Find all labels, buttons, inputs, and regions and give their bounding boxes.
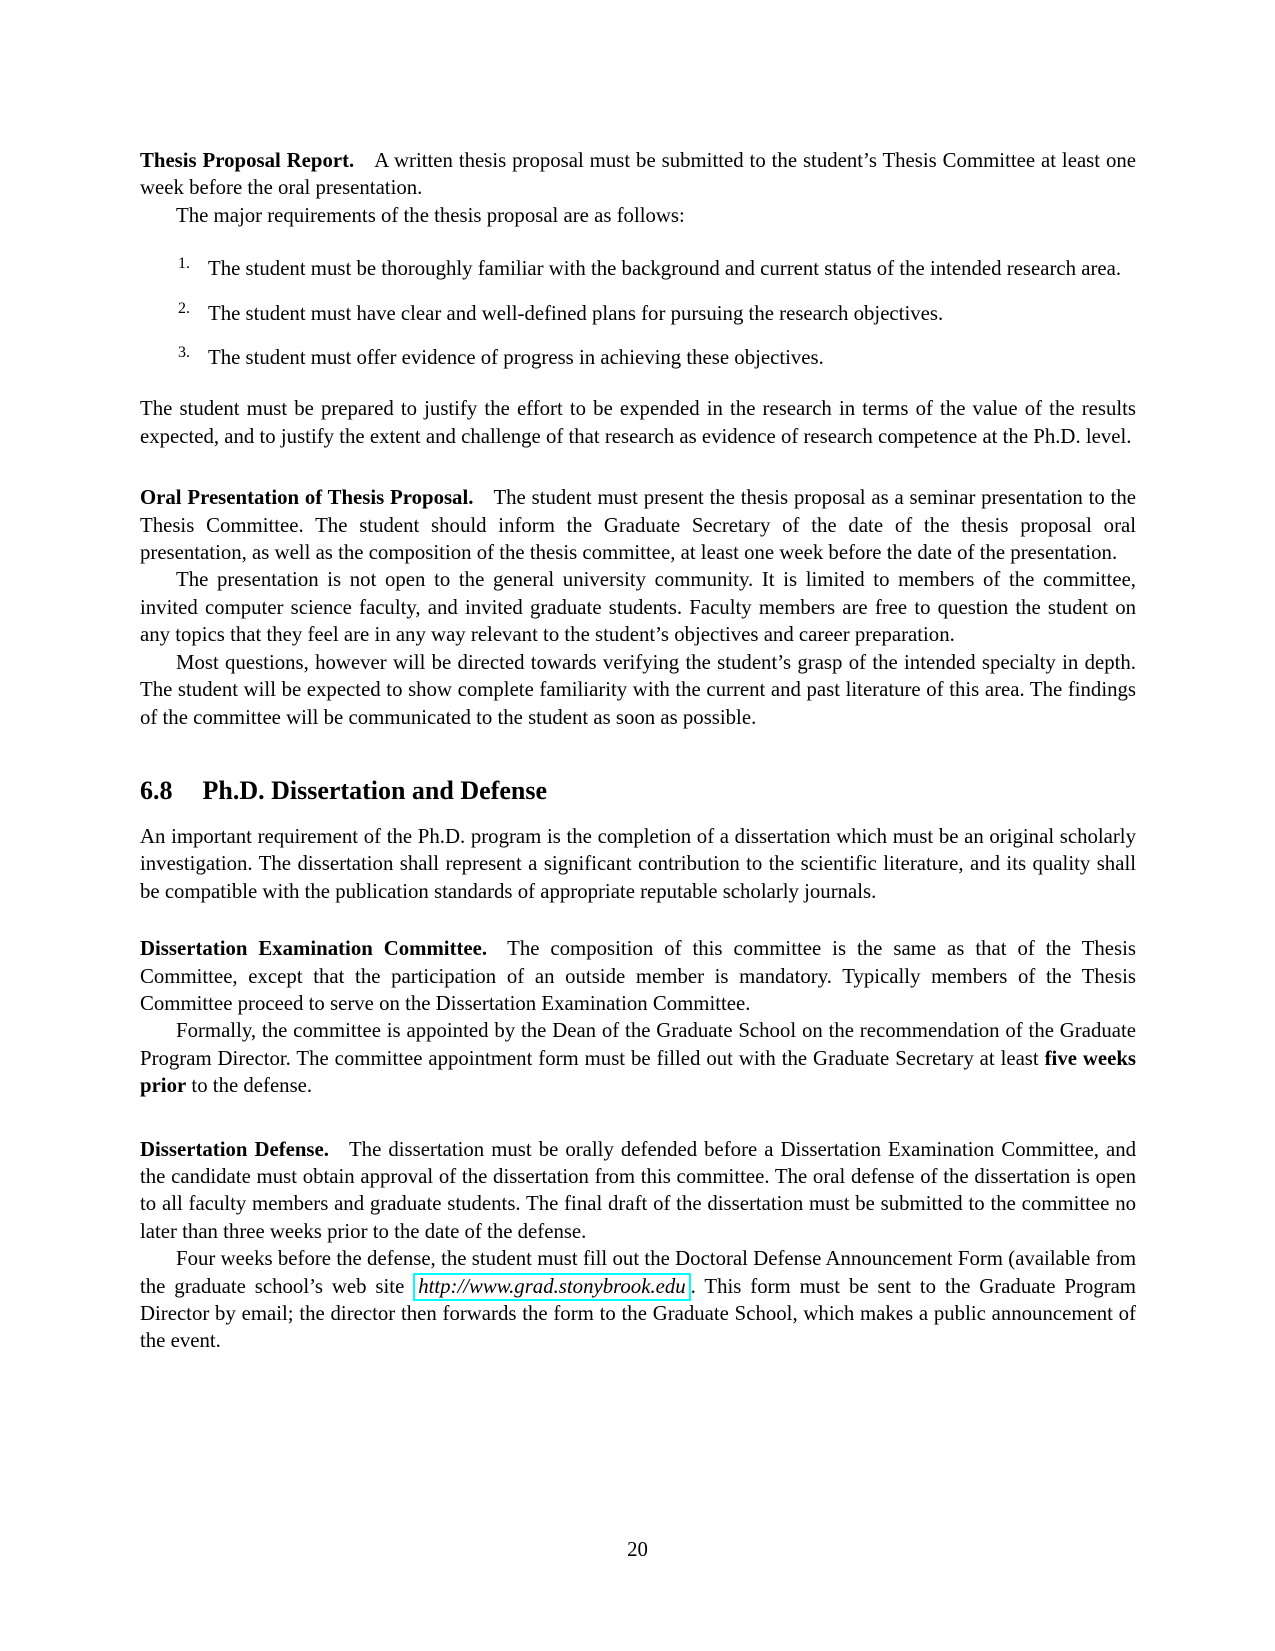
paragraph-four-weeks bbox=[140, 1245, 1136, 1355]
paragraph-justification: The student must be prepared to justify the effort to be expended in the research in terms of the value of the results expected, and to justify the extent and challenge of that research as evidence of research competence at the Ph.D. level. bbox=[140, 397, 1136, 448]
paragraph-body-text: A written thesis proposal must be submitted to the student’s Thesis Committee at least one week before the oral presentation. bbox=[140, 149, 1136, 200]
section-title: Ph.D. Dissertation and Defense bbox=[202, 775, 547, 805]
paragraph-body-text: The composition of this committee is the same as that of the Thesis Committee, except that the participation of an outside member is mandatory. Typically members of the Thesis Committee proceed to serve on the Dissertation Examination Committee. bbox=[140, 937, 1137, 1015]
paragraph-oral-presentation bbox=[140, 484, 1136, 566]
doctoral-defense-form-link[interactable]: http://www.grad.stonybrook.edu bbox=[413, 1273, 690, 1301]
paragraph-thesis-proposal-report bbox=[140, 147, 1136, 202]
page-number: 20 bbox=[627, 1538, 648, 1561]
run-in-heading-thesis-proposal-report: Thesis Proposal Report. bbox=[140, 149, 355, 172]
run-in-heading-oral-presentation: Oral Presentation of Thesis Proposal. bbox=[140, 486, 474, 510]
paragraph-body-text: The student must present the thesis proposal as a seminar presentation to the Thesis Committee. The student should inform the Graduate Secretary of the date of the thesis proposal oral presentation, as well as the composition of the thesis committee, at least one week before the date of the presentation. bbox=[140, 486, 1137, 565]
paragraph-body-text: . This form must be sent to the Graduate Program Director by email; the director then forwards the form to the Graduate School, which makes a public announcement of the event. bbox=[140, 1274, 1136, 1353]
list-item bbox=[140, 344, 1136, 371]
paragraph-dissertation-intro: An important requirement of the Ph.D. program is the completion of a dissertation which must be an original scholarly investigation. The dissertation shall represent a significant contribution to the scientific literature, and its quality shall be compatible with the publication standards of appropriate reputable scholarly journals. bbox=[140, 824, 1136, 903]
list-item-number: 3. bbox=[178, 344, 190, 362]
section-heading-phd-dissertation-and-defense bbox=[140, 775, 1136, 807]
paragraph-body-text: Formally, the committee is appointed by the Dean of the Graduate School on the recommendation of the Graduate Program Director. The committee appointment form must be filled out with the Graduate Secretary at least bbox=[140, 1019, 1136, 1070]
paragraph-most-questions: Most questions, however will be directed towards verifying the student’s grasp of the intended specialty in depth. The student will be expected to show complete familiarity with the current and past literature of this area. The findings of the committee will be communicated to the student as soon as possible. bbox=[140, 650, 1136, 729]
paragraph-body-text: The dissertation must be orally defended before a Dissertation Examination Committee, and the candidate must obtain approval of the dissertation from this committee. The oral defense of the dissertation is open to all faculty members and graduate students. The final draft of the dissertation must be submitted to the committee no later than three weeks prior to the date of the defense. bbox=[140, 1137, 1136, 1243]
bold-five-weeks-prior: five weeks prior bbox=[140, 1046, 1137, 1098]
run-in-heading-exam-committee: Dissertation Examination Committee. bbox=[140, 937, 488, 961]
list-item-text: The student must have clear and well-defined plans for pursuing the research objectives. bbox=[208, 301, 944, 325]
paragraph-presentation-not-open: The presentation is not open to the general university community. It is limited to members of the committee, invited computer science faculty, and invited graduate students. Faculty members are free to question the student on any topics that they feel are in any way relevant to the student’s objectives and career preparation. bbox=[140, 568, 1136, 647]
list-item-number: 1. bbox=[178, 255, 190, 273]
paragraph-formally bbox=[140, 1017, 1136, 1099]
run-in-heading-dissertation-defense: Dissertation Defense. bbox=[140, 1137, 329, 1161]
document-text-column bbox=[140, 147, 1136, 1355]
list-item-text: The student must offer evidence of progress in achieving these objectives. bbox=[208, 346, 824, 370]
list-item-number: 2. bbox=[178, 299, 190, 317]
list-item bbox=[140, 255, 1136, 282]
section-number: 6.8 bbox=[140, 775, 173, 805]
list-item-text: The student must be thoroughly familiar with the background and current status of the intended research area. bbox=[208, 257, 1122, 281]
paragraph-body-text: to the defense. bbox=[186, 1074, 313, 1098]
requirements-list bbox=[140, 255, 1136, 371]
paragraph-major-requirements-intro: The major requirements of the thesis proposal are as follows: bbox=[176, 203, 685, 227]
paragraph-body-text: Four weeks before the defense, the student must fill out the Doctoral Defense Announcement Form (available from the graduate school’s web site bbox=[140, 1247, 1136, 1298]
list-item bbox=[140, 300, 1136, 327]
paragraph-dissertation-defense bbox=[140, 1136, 1136, 1246]
paragraph-exam-committee bbox=[140, 935, 1136, 1017]
